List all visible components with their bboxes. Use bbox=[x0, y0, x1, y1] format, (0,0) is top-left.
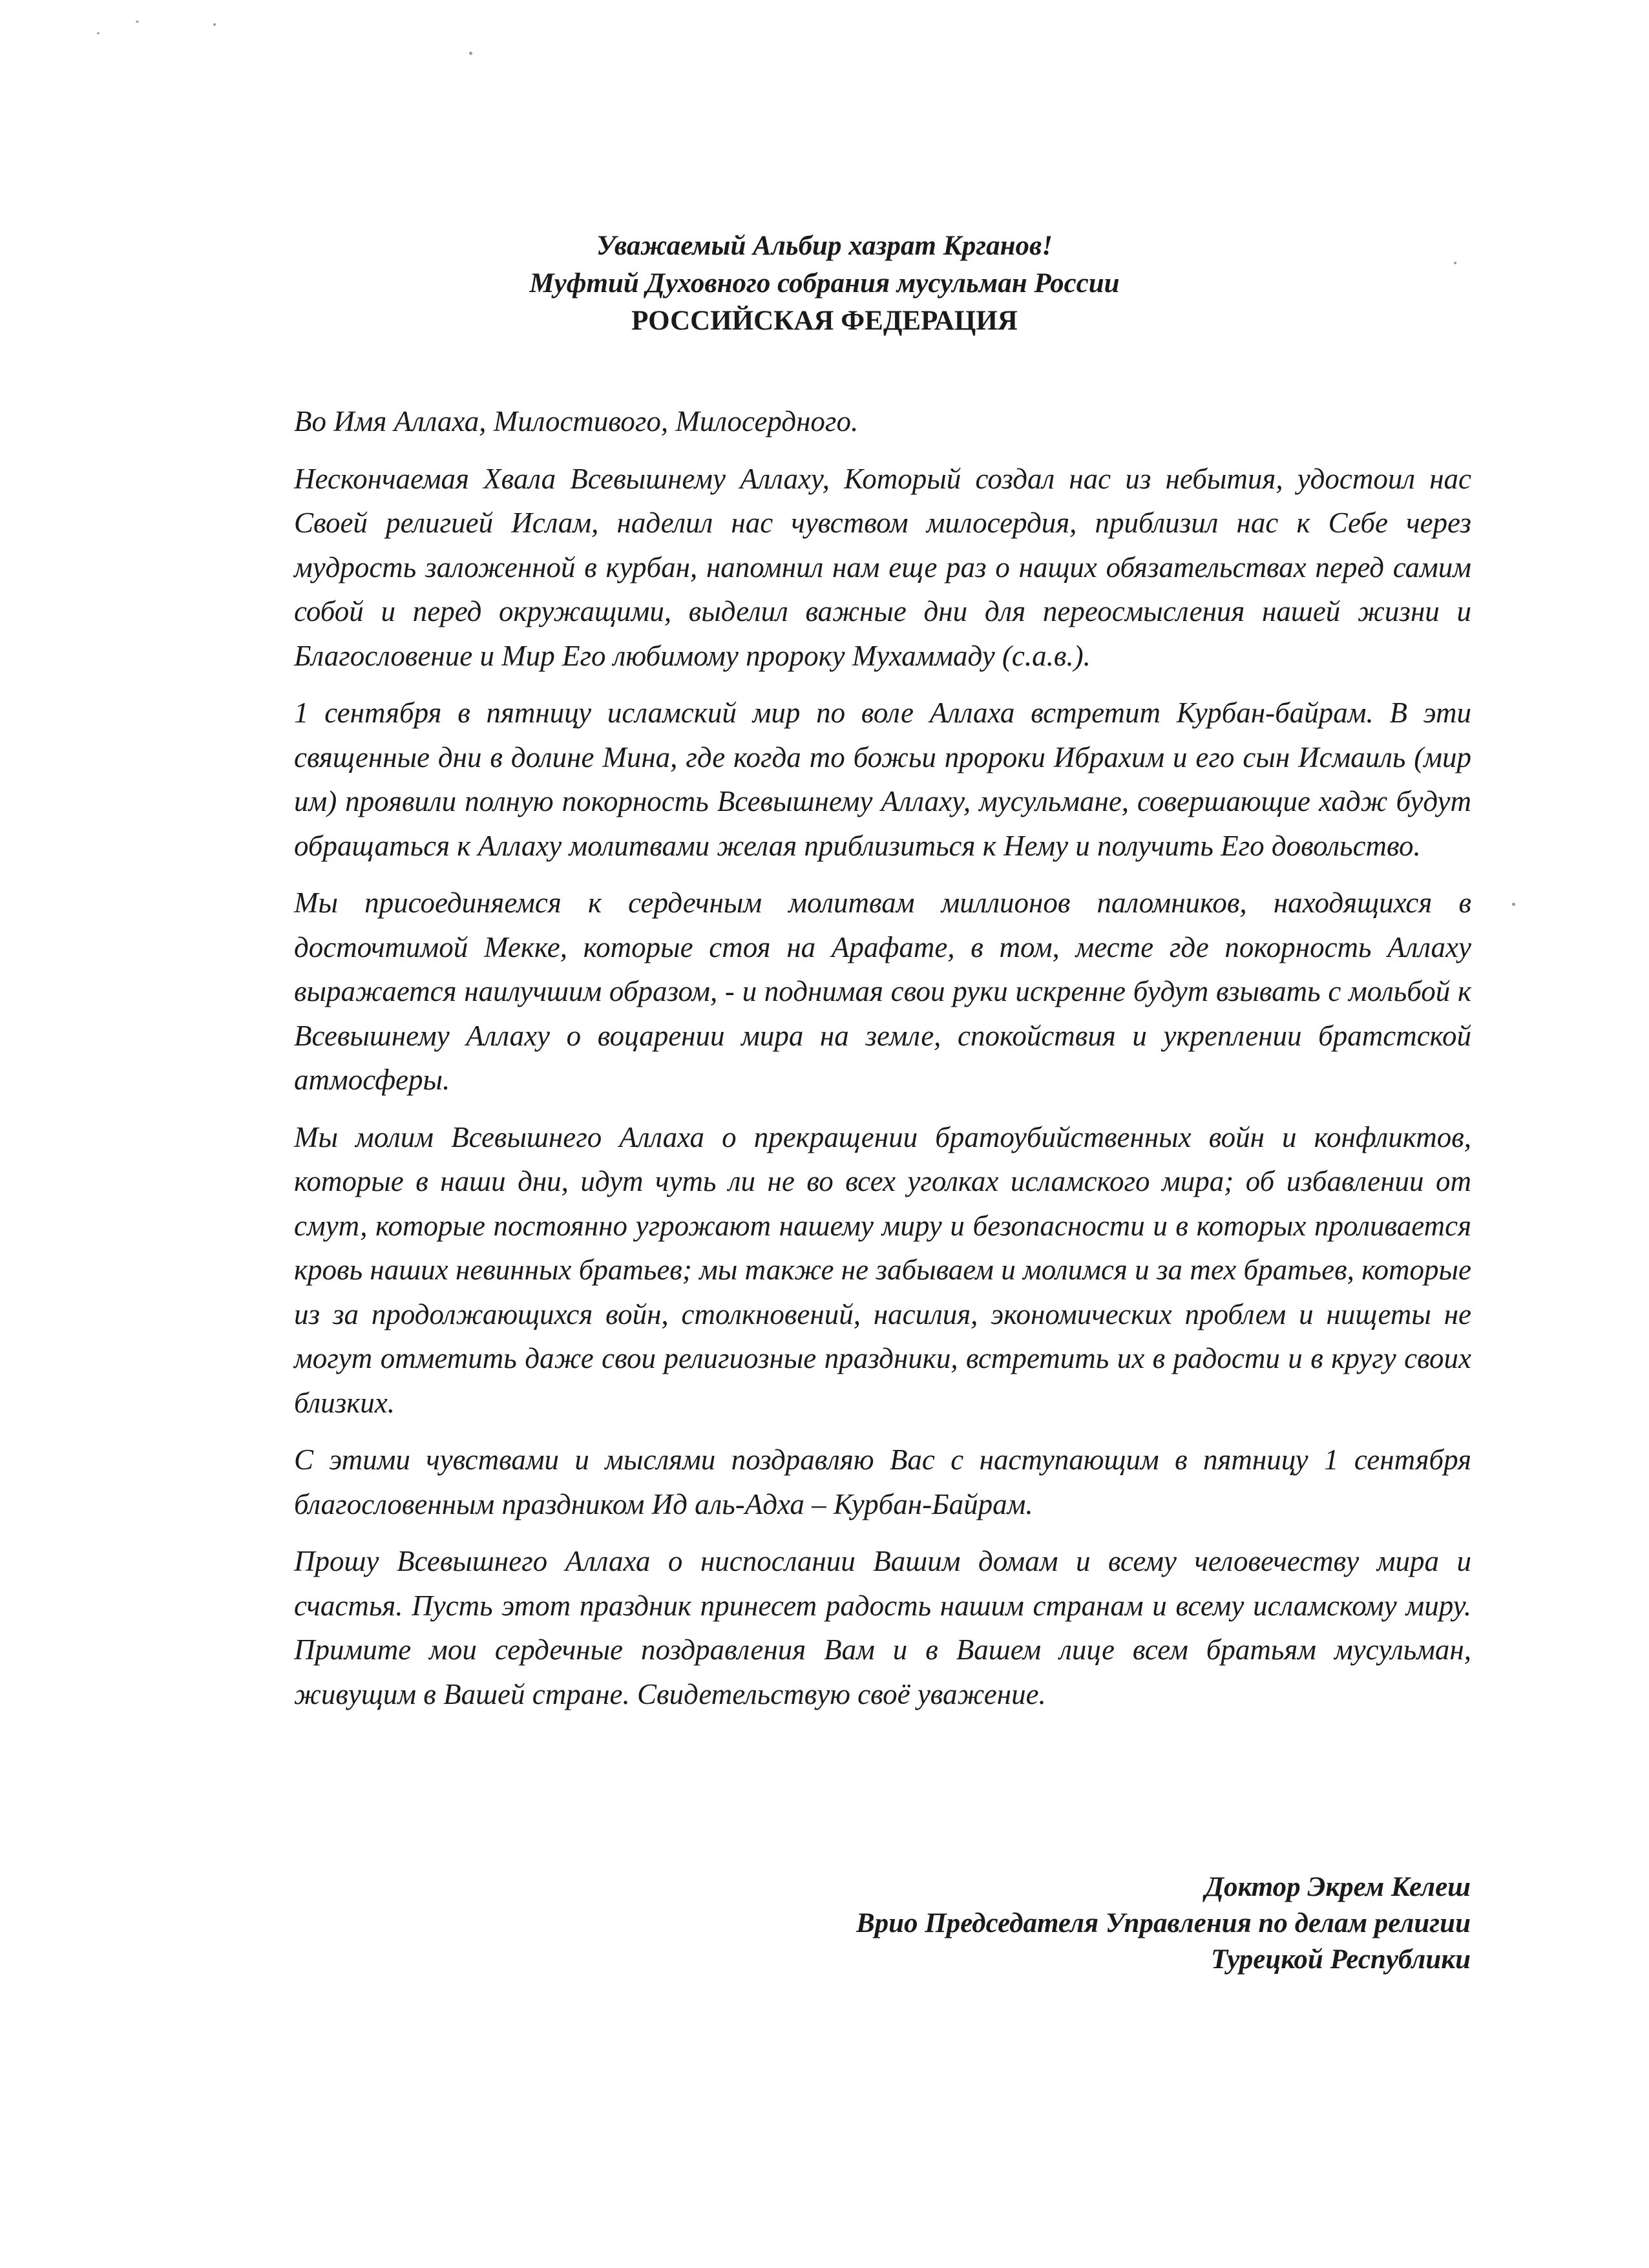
paragraph-conflicts: Мы молим Всевышнего Аллаха о прекращении братоубийственных войн и конфликтов, которые в наши дни, идут чуть ли не во всех уголках исламского мира; об избавлении от смут, которые постоянно угрожают нашему миру и безопасности и в которых проливается кровь наших невинных братьев; мы также не забываем и молимся и за тех братьев, которые из за продолжающихся войн, столкновений, насилия, экономических проблем и нищеты не могут отметить даже свои религиозные праздники, встретить их в радости и в кругу своих близких. bbox=[294, 1120, 1471, 1419]
addressee-header bbox=[0, 227, 1649, 340]
greeting: Во Имя Аллаха, Милостивого, Милосердного. bbox=[294, 405, 859, 437]
scan-speck bbox=[213, 23, 216, 26]
paragraph-praise: Нескончаемая Хвала Всевышнему Аллаху, Который создал нас из небытия, удостоил нас Своей религией Ислам, наделил нас чувством милосердия, приблизил нас к Себе через мудрость заложенной в курбан, напомнил нам еще раз о нащих обязательствах перед самим собой и перед окружащими, выделил важные дни для переосмысления нашей жизни и Благословение и Мир Его любимому пророку Мухаммаду (с.а.в.). bbox=[294, 462, 1471, 672]
paragraph-eid-date: 1 сентября в пятницу исламский мир по воле Аллаха встретит Курбан-байрам. В эти священные дни в долине Мина, где когда то божьи пророки Ибрахим и его сын Исмаиль (мир им) проявили полную покорность Всевышнему Аллаху, мусульмане, совершающие хадж будут обращаться к Аллаху молитвами желая приблизиться к Нему и получить Его довольство. bbox=[294, 697, 1471, 862]
scan-speck bbox=[469, 52, 472, 55]
paragraph-congratulations: С этими чувствами и мыслями поздравляю Вас с наступающим в пятницу 1 сентября благословенным праздником Ид аль-Адха – Курбан-Байрам. bbox=[294, 1444, 1471, 1520]
scan-speck bbox=[136, 21, 139, 23]
addressee-country: РОССИЙСКАЯ ФЕДЕРАЦИЯ bbox=[631, 306, 1018, 336]
scan-speck bbox=[97, 32, 100, 34]
addressee-name: Уважаемый Альбир хазрат Крганов! bbox=[596, 231, 1053, 261]
signature-block bbox=[856, 1869, 1471, 1978]
signatory-name: Доктор Экрем Келеш bbox=[1204, 1872, 1471, 1902]
signatory-organization: Турецкой Республики bbox=[1211, 1944, 1471, 1975]
signatory-position: Врио Председателя Управления по делам религии bbox=[856, 1908, 1471, 1938]
paragraph-closing: Прошу Всевышнего Аллаха о ниспослании Вашим домам и всему человечеству мира и счастья. Пусть этот праздник принесет радость нашим странам и всему исламскому миру. Примите мои сердечные поздравления Вам и в Вашем лице всем братьям мусульман, живущим в Вашей стране. Свидетельствую своё уважение. bbox=[294, 1545, 1471, 1710]
scan-speck bbox=[1512, 903, 1515, 906]
addressee-title: Муфтий Духовного собрания мусульман России bbox=[529, 268, 1120, 299]
paragraph-prayers: Мы присоединяемся к сердечным молитвам миллионов паломников, находящихся в досточтимой Мекке, которые стоя на Арафате, в том, месте где покорность Аллаху выражается наилучшим образом, - и поднимая свои руки искренне будут взывать с мольбой к Всевышнему Аллаху о воцарении мира на земле, спокойствия и укреплении братстской атмосферы. bbox=[294, 887, 1471, 1096]
letter-body bbox=[294, 399, 1471, 1729]
